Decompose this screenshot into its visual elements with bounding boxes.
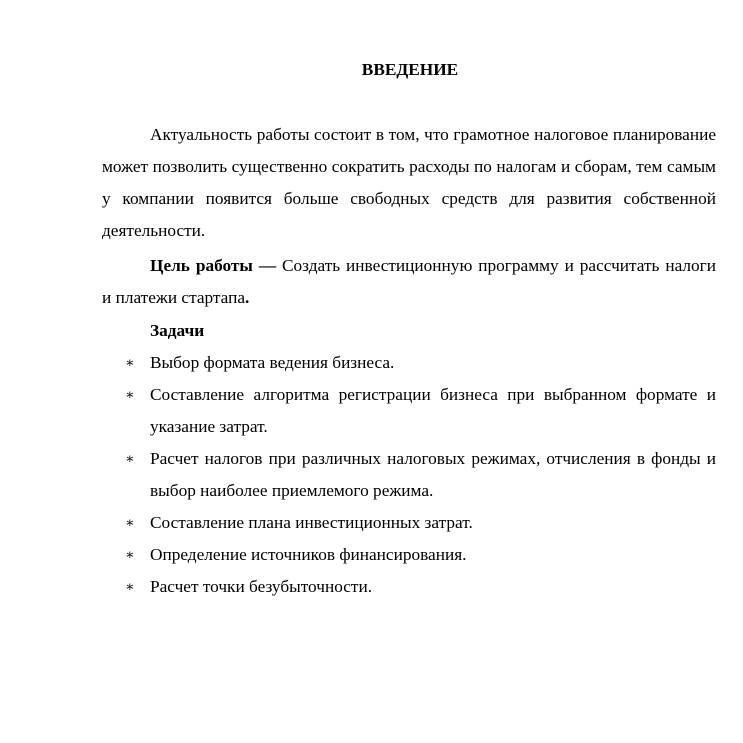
page-title: ВВЕДЕНИЕ [361,60,459,79]
task-text: Расчет точки безубыточности. [150,577,373,596]
task-item [0,507,716,539]
goal-paragraph [102,250,716,314]
bullet-icon: ∗ [125,516,135,531]
task-text: Составление алгоритма регистрации бизнеса при выбранном формате и указание затрат. [150,385,716,436]
goal-end: . [245,288,250,307]
task-text: Составление плана инвестиционных затрат. [150,513,473,532]
task-item [0,379,716,443]
task-text: Выбор формата ведения бизнеса. [150,353,395,372]
bullet-icon: ∗ [125,452,135,467]
task-text: Расчет налогов при различных налоговых режимах, отчисления в фонды и выбор наиболее приемлемого режима. [150,449,716,500]
intro-paragraph: Актуальность работы состоит в том, что грамотное налоговое планирование может позволить существенно сократить расходы по налогам и сборам, тем самым у компании появится больше свободных средств для развития собственной деятельности. [102,125,716,240]
task-item [0,347,716,379]
task-text: Определение источников финансирования. [150,545,467,564]
task-item [0,571,716,603]
bullet-icon: ∗ [125,548,135,563]
task-item [0,539,716,571]
goal-text: Создать инвестиционную программу и рассчитать налоги и платежи стартапа [102,256,716,307]
bullet-icon: ∗ [125,356,135,371]
task-list [0,347,743,603]
task-item [0,443,716,507]
goal-label: Цель работы — [150,256,277,275]
tasks-heading: Задачи [150,321,205,340]
bullet-icon: ∗ [125,388,135,403]
bullet-icon: ∗ [125,580,135,595]
